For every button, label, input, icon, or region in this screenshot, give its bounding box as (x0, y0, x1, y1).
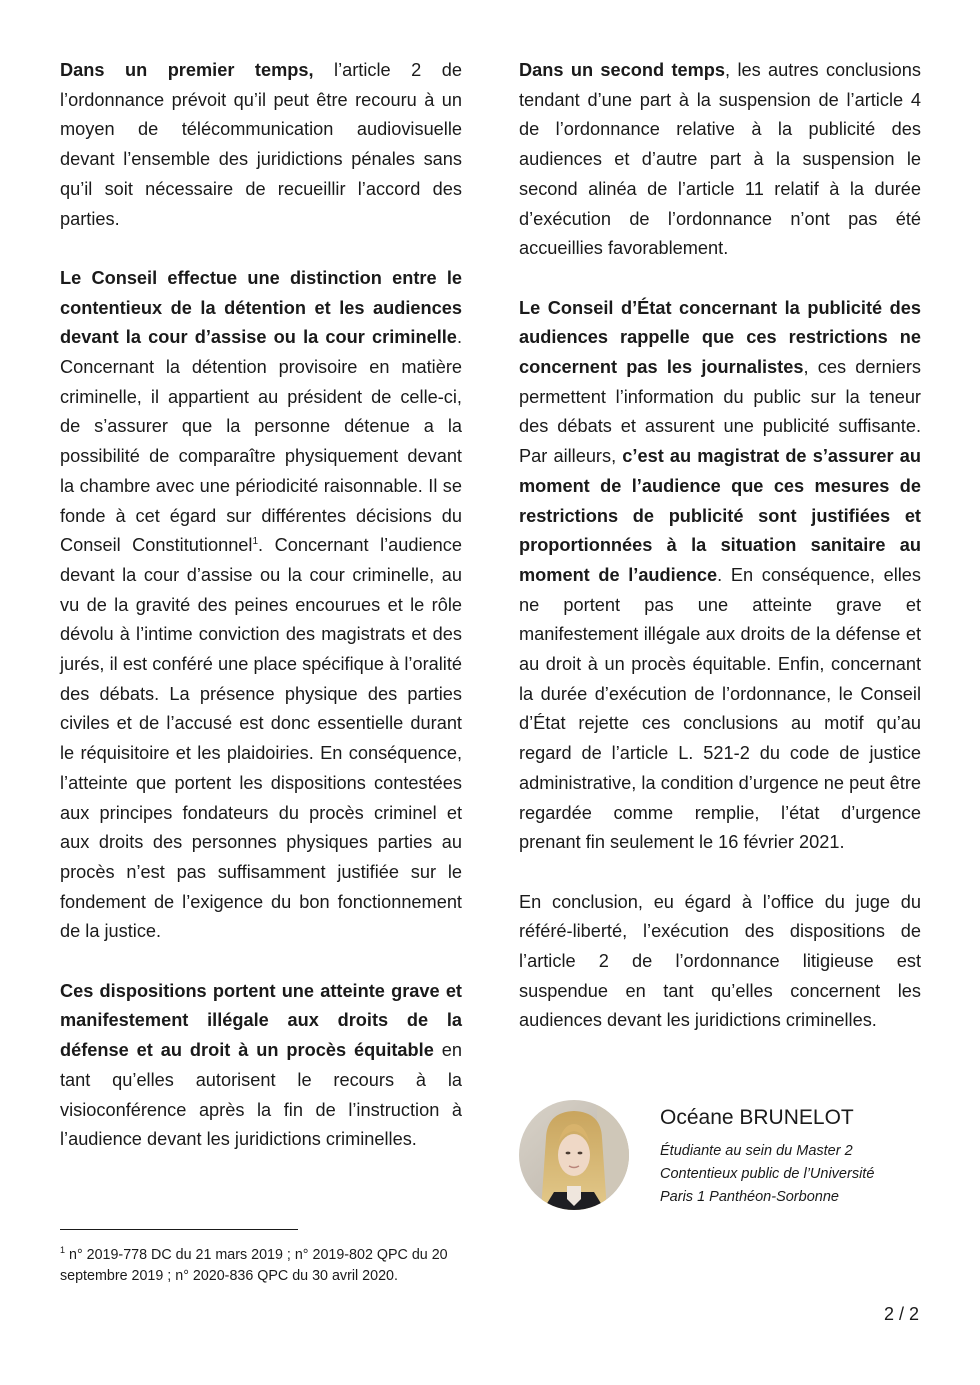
paragraph-text: en tant qu’elles autorisent le recours à la visioconférence après la fin de l’instruction à l’audience devant les juridictions criminelles. (60, 1040, 462, 1150)
footnote (60, 1240, 470, 1287)
footnote-marker: 1 (60, 1245, 66, 1255)
paragraph-text: En conclusion, eu égard à l’office du juge du référé-liberté, l’exécution des dispositions de l’article 2 de l’ordonnance litigieuse est suspendue en tant qu’elles concernent les audiences devant les juridictions criminelles. (519, 891, 921, 1031)
paragraph-atteinte (60, 977, 462, 1155)
bold-lead-publicite: Le Conseil d’État concernant la publicité des audiences rappelle que ces restrictions ne concernent pas les journalistes (519, 297, 921, 378)
paragraph-premier-temps (60, 56, 462, 234)
footnote-separator (60, 1229, 298, 1230)
author-avatar (519, 1100, 629, 1210)
bold-lead-distinction: Le Conseil effectue une distinction entre le contentieux de la détention et les audiences devant la cour d’assise ou la cour criminelle (60, 267, 462, 348)
author-name: Océane BRUNELOT (660, 1106, 854, 1129)
paragraph-text: , ces derniers permettent l’information du public sur la teneur des débats et assurent une publicité suffisante. Par ailleurs, (519, 357, 921, 467)
page-number: 2 / 2 (884, 1304, 920, 1324)
bold-lead-premier-temps: Dans un premier temps, (60, 60, 314, 80)
paragraph-second-temps (519, 56, 921, 264)
paragraph-text: l’article 2 de l’ordonnance prévoit qu’il peut être recouru à un moyen de télécommunication audiovisuelle devant l’ensemble des juridictions pénales sans qu’il soit nécessaire de recueillir l’accord des parties. (60, 60, 462, 229)
author-role-line: Étudiante au sein du Master 2 (660, 1143, 853, 1159)
bold-magistrat: c’est au magistrat de s’assurer au moment de l’audience que ces mesures de restrictions de publicité sont justifiées et proportionnées à la situation sanitaire au moment de l’audience (519, 446, 921, 585)
portrait-photo (519, 1100, 629, 1210)
paragraph-text: . Concernant l’audience devant la cour d’assise ou la cour criminelle, au vu de la gravité des peines encourues et le rôle dévolu à l’intime conviction des magistrats et des jurés, il est conféré une place spécifique à l’oralité des débats. La présence physique des parties civiles et de l’accusé est donc essentielle durant le réquisitoire et les plaidoiries. En conséquence, l’atteinte que portent les dispositions contestées aux principes fondateurs du procès criminel et aux droits des personnes physiques parties au procès n’est pas suffisamment justifiée sur le fondement de l’exigence du bon fonctionnement de la justice. (60, 535, 462, 942)
bold-lead-atteinte: Ces dispositions portent une atteinte grave et manifestement illégale aux droits de la défense et au droit à un procès équitable (60, 980, 462, 1061)
paragraph-distinction (60, 264, 462, 947)
right-column (519, 56, 921, 1066)
author-role-line: Contentieux public de l’Université (660, 1166, 875, 1182)
author-role (660, 1140, 874, 1209)
paragraph-publicite (519, 294, 921, 858)
paragraph-conclusion (519, 888, 921, 1037)
paragraph-text: . En conséquence, elles ne portent pas une atteinte grave et manifestement illégale aux droits de la défense et au droit à un procès équitable. Enfin, concernant la durée d’exécution de l’ordonnance, le Conseil d’État rejette ces conclusions au motif qu’au regard de l’article L. 521-2 du code de justice administrative, la condition d’urgence ne peut être regardée comme remplie, l’état d’urgence prenant fin seulement le 16 février 2021. (519, 564, 922, 853)
author-role-line: Paris 1 Panthéon-Sorbonne (660, 1189, 839, 1205)
author-block (519, 1100, 921, 1212)
bold-lead-second-temps: Dans un second temps (519, 60, 726, 80)
footnote-text: n° 2019-778 DC du 21 mars 2019 ; n° 2019-802 QPC du 20 septembre 2019 ; n° 2020-836 QPC du 30 avril 2020. (60, 1246, 448, 1284)
left-column (60, 56, 462, 1185)
paragraph-text: . Concernant la détention provisoire en matière criminelle, il appartient au président de celle-ci, de s’assurer que la personne détenue a la possibilité de comparaître physiquement devant la chambre avec une périodicité raisonnable. Il se fonde à cet égard sur différentes décisions du Conseil Constitutionnel (60, 327, 462, 556)
footnote-reference[interactable]: 1 (252, 536, 259, 548)
paragraph-text: , les autres conclusions tendant d’une part à la suspension de l’article 4 de l’ordonnance relative à la publicité des audiences et d’autre part à la suspension le second alinéa de l’article 11 relatif à la durée d’exécution de l’ordonnance n’ont pas été accueillies favorablement. (519, 60, 921, 259)
